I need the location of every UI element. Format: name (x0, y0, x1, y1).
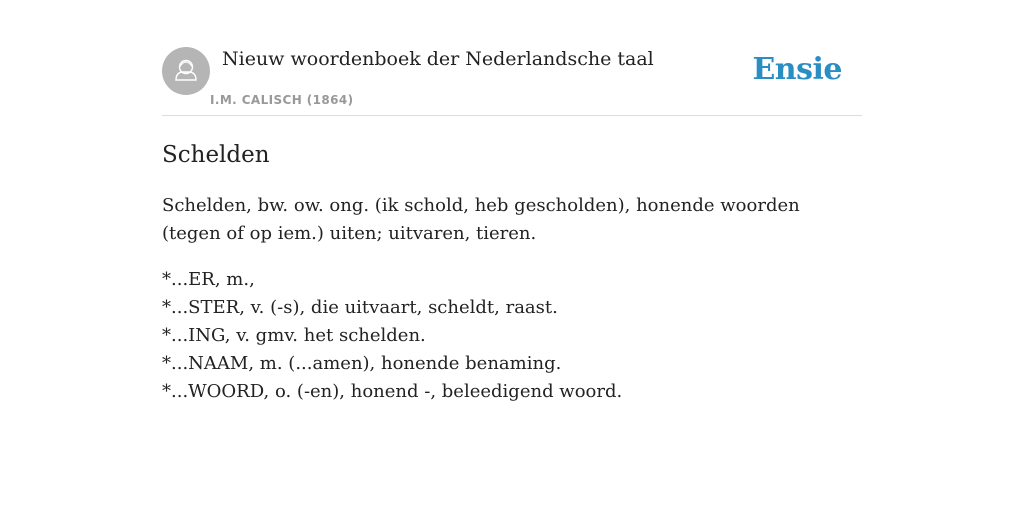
derived-form-ing: *...ING, v. gmv. het schelden. (162, 325, 426, 346)
derived-form-er: *...ER, m., (162, 269, 255, 290)
derived-forms-list (162, 266, 862, 406)
entry-definition: Schelden, bw. ow. ong. (ik schold, heb gescholden), honende woorden (tegen of op iem.) uiten; uitvaren, tieren. (162, 195, 800, 244)
derived-form-ster: *...STER, v. (-s), die uitvaart, scheldt, raast. (162, 297, 558, 318)
derived-form-naam: *...NAAM, m. (...amen), honende benaming. (162, 353, 562, 374)
user-silhouette-icon (162, 47, 210, 95)
source-title[interactable]: Nieuw woordenboek der Nederlandsche taal (222, 48, 654, 70)
entry-title: Schelden (162, 142, 270, 168)
brand-logo[interactable]: Ensie (752, 52, 842, 87)
source-author[interactable]: I.M. CALISCH (1864) (210, 93, 354, 107)
source-header (162, 47, 862, 116)
page (162, 0, 862, 406)
derived-form-woord: *...WOORD, o. (-en), honend -, beleedigend woord. (162, 381, 623, 402)
avatar[interactable] (162, 47, 210, 95)
